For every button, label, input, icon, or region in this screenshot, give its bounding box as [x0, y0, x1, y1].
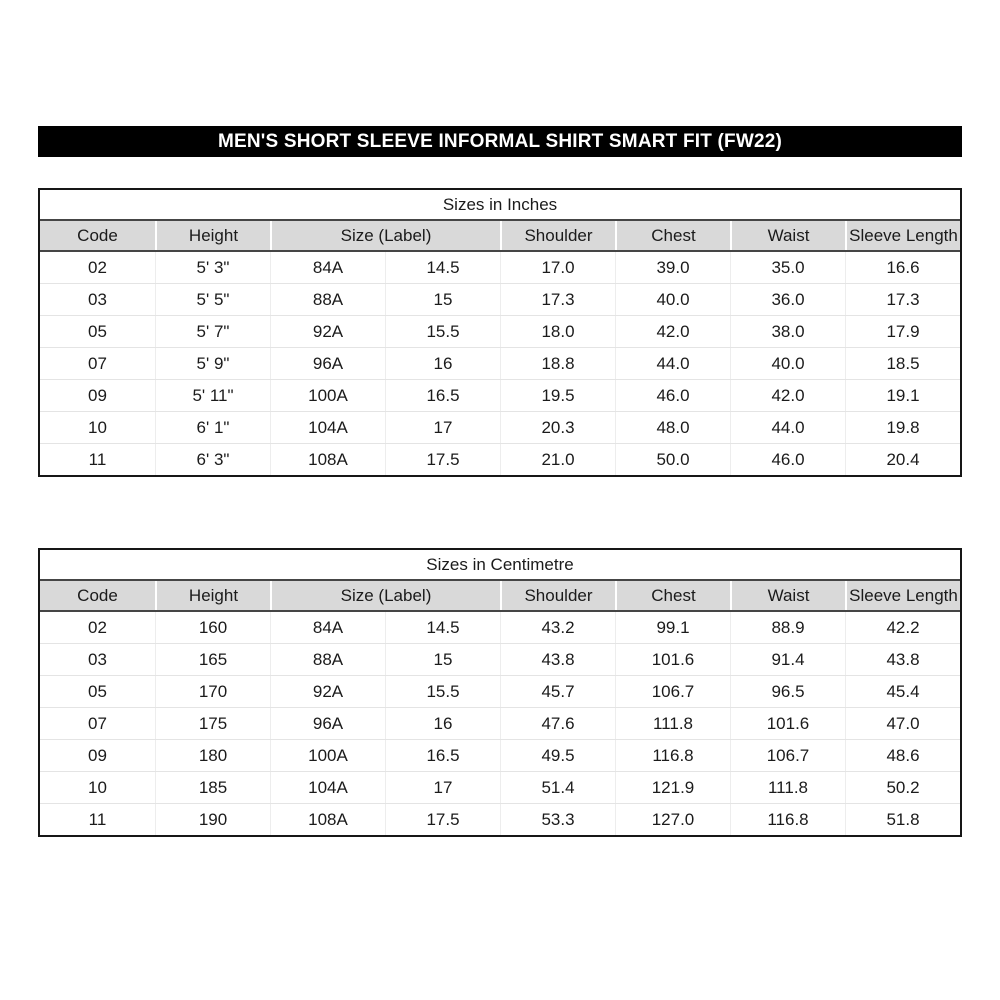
table-cell: 17 [385, 412, 500, 443]
table-cell: 40.0 [615, 284, 730, 315]
table-cell: 49.5 [500, 740, 615, 771]
table-cell: 101.6 [730, 708, 845, 739]
table-cell: 108A [270, 804, 385, 835]
table-row [40, 315, 960, 347]
table-cell: 48.6 [845, 740, 960, 771]
table-row [40, 707, 960, 739]
table-cell: 92A [270, 316, 385, 347]
table-body [40, 612, 960, 835]
table-cell: 07 [88, 713, 107, 733]
table-sizes-centimetre [38, 548, 962, 837]
table-cell: 38.0 [730, 316, 845, 347]
table-cell: 14.5 [385, 612, 500, 643]
table-cell: 05 [88, 681, 107, 701]
table-sizes-inches [38, 188, 962, 477]
table-cell: 42.2 [845, 612, 960, 643]
table-cell: 46.0 [615, 380, 730, 411]
table-cell: 88.9 [730, 612, 845, 643]
table-cell: 127.0 [615, 804, 730, 835]
table-cell: 42.0 [730, 380, 845, 411]
table-cell: 53.3 [500, 804, 615, 835]
table-title-centimetre: Sizes in Centimetre [40, 550, 960, 579]
header-cell: Shoulder [500, 221, 615, 250]
table-cell: 18.8 [500, 348, 615, 379]
table-cell: 50.2 [845, 772, 960, 803]
table-cell: 16.5 [385, 740, 500, 771]
table-body [40, 252, 960, 475]
table-cell: 17.5 [385, 804, 500, 835]
table-cell: 15.5 [385, 676, 500, 707]
table-cell: 99.1 [615, 612, 730, 643]
table-cell: 05 [88, 321, 107, 341]
table-cell: 17.5 [385, 444, 500, 475]
table-cell: 43.8 [845, 644, 960, 675]
table-cell: 15 [385, 284, 500, 315]
header-cell: Sleeve Length [845, 221, 960, 250]
table-cell: 09 [88, 745, 107, 765]
table-row [40, 771, 960, 803]
table-cell: 92A [270, 676, 385, 707]
table-cell: 16 [385, 708, 500, 739]
table-cell: 175 [155, 708, 270, 739]
table-cell: 03 [88, 289, 107, 309]
table-cell: 116.8 [615, 740, 730, 771]
table-cell: 47.0 [845, 708, 960, 739]
table-cell: 88A [270, 644, 385, 675]
table-row [40, 252, 960, 283]
table-cell: 100A [270, 740, 385, 771]
table-cell: 5' 7" [155, 316, 270, 347]
header-cell: Code [77, 225, 118, 245]
table-cell: 101.6 [615, 644, 730, 675]
header-cell: Height [155, 221, 270, 250]
header-cell: Waist [730, 221, 845, 250]
table-row [40, 612, 960, 643]
table-row [40, 443, 960, 475]
table-cell: 09 [88, 385, 107, 405]
table-cell: 44.0 [615, 348, 730, 379]
table-title-inches: Sizes in Inches [40, 190, 960, 219]
table-cell: 45.4 [845, 676, 960, 707]
table-cell: 42.0 [615, 316, 730, 347]
table-cell: 6' 3" [155, 444, 270, 475]
table-cell: 44.0 [730, 412, 845, 443]
table-cell: 47.6 [500, 708, 615, 739]
table-cell: 36.0 [730, 284, 845, 315]
table-row [40, 803, 960, 835]
table-cell: 51.4 [500, 772, 615, 803]
header-cell: Waist [730, 581, 845, 610]
table-cell: 160 [155, 612, 270, 643]
page-title: MEN'S SHORT SLEEVE INFORMAL SHIRT SMART FIT (FW22) [38, 126, 962, 157]
table-cell: 10 [88, 417, 107, 437]
table-cell: 84A [270, 252, 385, 283]
table-cell: 11 [88, 449, 107, 469]
header-cell: Size (Label) [270, 221, 500, 250]
table-cell: 21.0 [500, 444, 615, 475]
header-cell: Sleeve Length [845, 581, 960, 610]
table-cell: 5' 5" [155, 284, 270, 315]
table-cell: 106.7 [730, 740, 845, 771]
table-cell: 43.8 [500, 644, 615, 675]
table-cell: 111.8 [730, 772, 845, 803]
table-cell: 03 [88, 649, 107, 669]
table-cell: 91.4 [730, 644, 845, 675]
table-cell: 18.0 [500, 316, 615, 347]
table-cell: 180 [155, 740, 270, 771]
table-cell: 43.2 [500, 612, 615, 643]
table-header-row [40, 579, 960, 612]
table-cell: 111.8 [615, 708, 730, 739]
table-header-row [40, 219, 960, 252]
table-cell: 170 [155, 676, 270, 707]
table-cell: 108A [270, 444, 385, 475]
table-cell: 116.8 [730, 804, 845, 835]
header-cell: Chest [615, 221, 730, 250]
table-cell: 11 [88, 809, 107, 829]
table-cell: 17.3 [500, 284, 615, 315]
table-cell: 19.1 [845, 380, 960, 411]
table-row [40, 379, 960, 411]
table-cell: 51.8 [845, 804, 960, 835]
table-cell: 18.5 [845, 348, 960, 379]
table-cell: 19.5 [500, 380, 615, 411]
table-cell: 16.5 [385, 380, 500, 411]
table-row [40, 643, 960, 675]
header-cell: Size (Label) [270, 581, 500, 610]
header-cell: Shoulder [500, 581, 615, 610]
table-row [40, 347, 960, 379]
table-cell: 6' 1" [155, 412, 270, 443]
table-cell: 190 [155, 804, 270, 835]
table-row [40, 411, 960, 443]
table-cell: 15.5 [385, 316, 500, 347]
table-cell: 17 [385, 772, 500, 803]
table-cell: 46.0 [730, 444, 845, 475]
table-cell: 17.3 [845, 284, 960, 315]
table-cell: 121.9 [615, 772, 730, 803]
table-cell: 02 [88, 617, 107, 637]
table-cell: 17.9 [845, 316, 960, 347]
header-cell: Code [77, 585, 118, 605]
table-cell: 39.0 [615, 252, 730, 283]
table-cell: 20.4 [845, 444, 960, 475]
table-cell: 45.7 [500, 676, 615, 707]
table-cell: 104A [270, 412, 385, 443]
table-cell: 40.0 [730, 348, 845, 379]
table-cell: 96A [270, 348, 385, 379]
table-row [40, 283, 960, 315]
table-cell: 5' 3" [155, 252, 270, 283]
table-cell: 185 [155, 772, 270, 803]
table-cell: 5' 11" [155, 380, 270, 411]
table-cell: 15 [385, 644, 500, 675]
table-cell: 88A [270, 284, 385, 315]
table-cell: 106.7 [615, 676, 730, 707]
table-row [40, 675, 960, 707]
table-cell: 14.5 [385, 252, 500, 283]
table-cell: 19.8 [845, 412, 960, 443]
table-cell: 96.5 [730, 676, 845, 707]
table-cell: 165 [155, 644, 270, 675]
table-cell: 5' 9" [155, 348, 270, 379]
table-cell: 100A [270, 380, 385, 411]
header-cell: Height [155, 581, 270, 610]
table-cell: 16 [385, 348, 500, 379]
header-cell: Chest [615, 581, 730, 610]
table-cell: 20.3 [500, 412, 615, 443]
table-cell: 96A [270, 708, 385, 739]
table-cell: 48.0 [615, 412, 730, 443]
table-cell: 07 [88, 353, 107, 373]
table-row [40, 739, 960, 771]
table-cell: 50.0 [615, 444, 730, 475]
table-cell: 10 [88, 777, 107, 797]
table-cell: 02 [88, 257, 107, 277]
table-cell: 35.0 [730, 252, 845, 283]
table-cell: 104A [270, 772, 385, 803]
table-cell: 17.0 [500, 252, 615, 283]
table-cell: 84A [270, 612, 385, 643]
table-cell: 16.6 [845, 252, 960, 283]
